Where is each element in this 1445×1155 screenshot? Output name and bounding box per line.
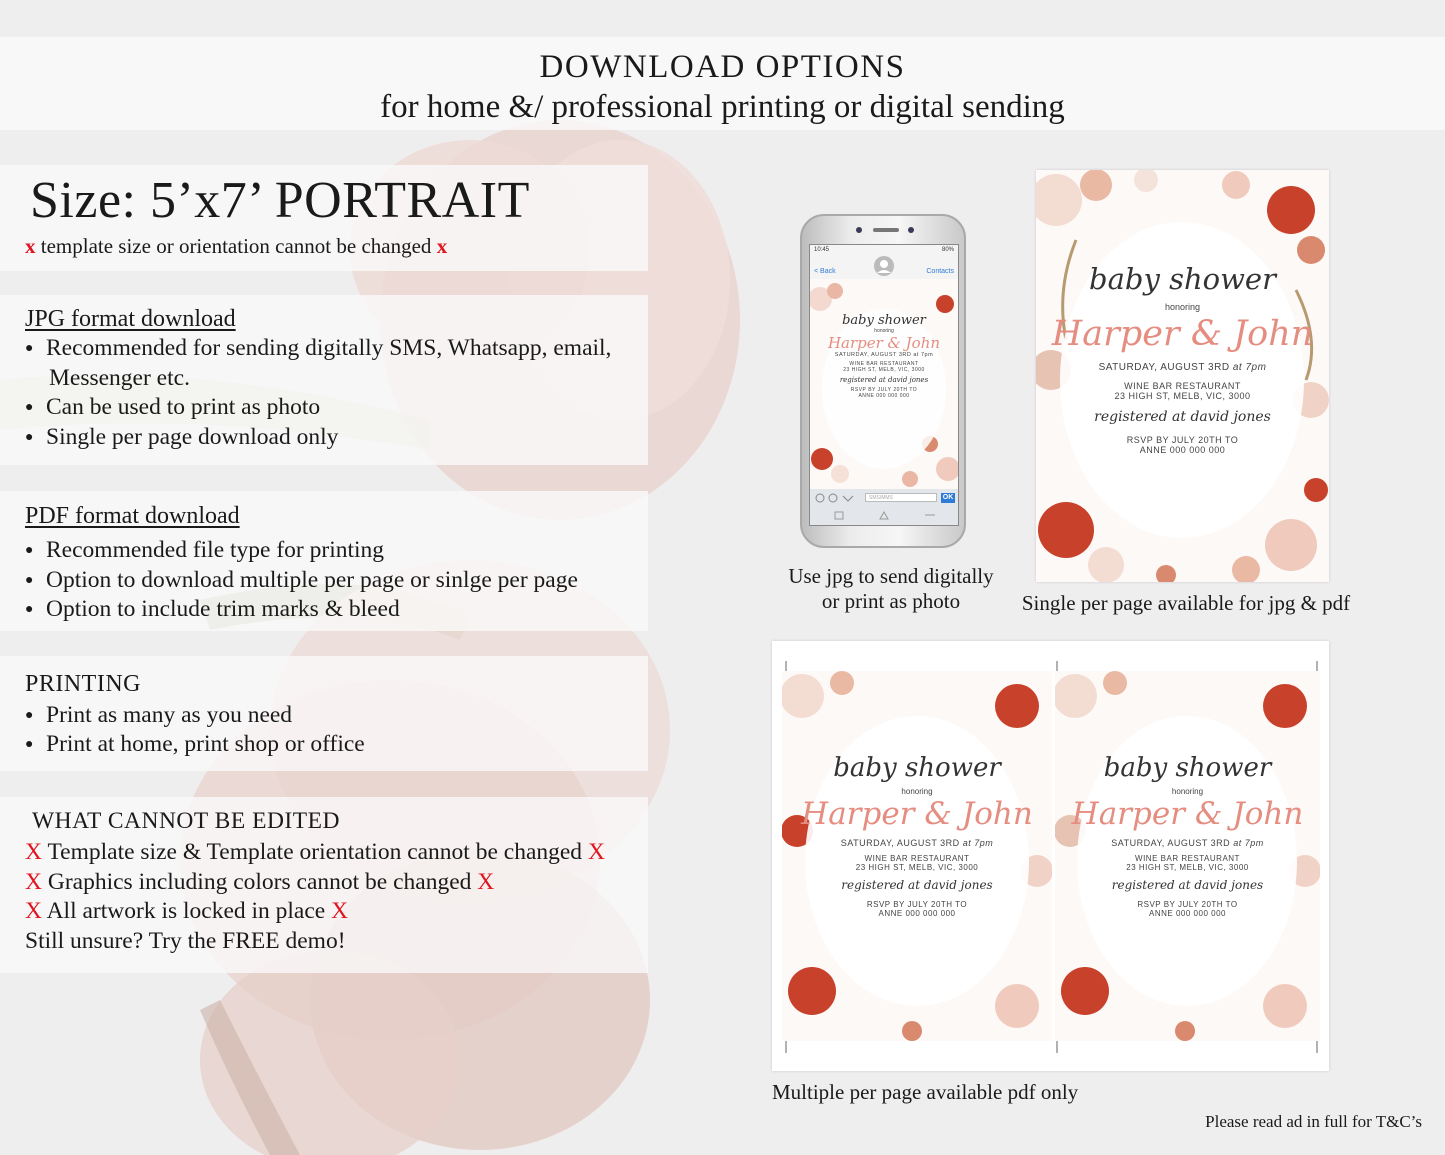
bullet-icon: ● (25, 708, 34, 723)
message-tool-icons (815, 493, 861, 503)
bullet-icon: ● (25, 430, 34, 445)
list-item: ● Recommended for sending digitally SMS, Whatsapp, email, (25, 335, 612, 361)
x-mark: X (331, 898, 349, 924)
page-subtitle: for home &/ professional printing or digital sending (380, 89, 1065, 125)
mini-invitation: baby shower honoring Harper & John SATURDAY, AUGUST 3RD at 7pm WINE BAR RESTAURANT 23 HIGH ST, MELB, VIC, 3000 registered at david jones RSVP BY JULY 20TH TO ANNE 000 000 000 (827, 313, 941, 399)
footnote: Please read ad in full for T&C’s (1205, 1112, 1422, 1131)
phone-contacts-button[interactable]: Contacts (926, 268, 954, 275)
single-invitation-card (1036, 170, 1329, 582)
list-item: ● Can be used to print as photo (25, 394, 321, 420)
phone-nav-bar (810, 257, 958, 280)
list-item: Messenger etc. (49, 365, 190, 391)
list-item: X Graphics including colors cannot be changed X (25, 869, 495, 895)
list-item: ● Recommended file type for printing (25, 537, 385, 563)
page-title: DOWNLOAD OPTIONS (539, 49, 906, 85)
list-item: X Template size & Template orientation cannot be changed X (25, 839, 605, 865)
invitation-registry: registered at david jones (1094, 409, 1271, 425)
x-mark: x (436, 234, 448, 258)
phone-caption: Use jpg to send digitally or print as photo (788, 564, 994, 613)
single-caption: Single per page available for jpg & pdf (1021, 591, 1351, 615)
invitation-text (1036, 262, 1329, 455)
invitation-address: 23 HIGH ST, MELB, VIC, 3000 (1114, 391, 1251, 401)
multi-invitation-sheet (772, 641, 1329, 1071)
header-band (0, 37, 1445, 130)
phone-speaker-icon (855, 226, 915, 234)
phone-ok-button[interactable]: OK (942, 494, 954, 501)
contact-avatar-icon (873, 255, 895, 277)
invitation-names: Harper & John (1051, 314, 1314, 354)
invitation-venue: WINE BAR RESTAURANT (1124, 381, 1241, 391)
x-mark: X (587, 839, 605, 865)
cannot-edit-panel (0, 797, 648, 973)
x-mark: x (25, 234, 36, 258)
phone-back-button[interactable]: < Back (814, 268, 836, 275)
phone-nav-icons (810, 507, 958, 523)
bullet-icon: ● (25, 400, 34, 415)
list-item: X All artwork is locked in place X (25, 898, 349, 924)
bullet-icon: ● (25, 737, 34, 752)
size-note (25, 234, 447, 259)
list-item: ● Print at home, print shop or office (25, 731, 365, 757)
x-mark: X (25, 869, 42, 895)
pdf-title: PDF format download (25, 503, 240, 529)
x-mark: X (25, 898, 42, 924)
phone-message-bar (810, 489, 958, 525)
bullet-icon: ● (25, 341, 34, 356)
printing-title: PRINTING (25, 671, 141, 697)
invitation-rsvp-contact: ANNE 000 000 000 (1139, 445, 1226, 455)
invitation-date: SATURDAY, AUGUST 3RD at 7pm (1098, 362, 1267, 373)
demo-note: Still unsure? Try the FREE demo! (25, 928, 346, 954)
pdf-panel (0, 491, 648, 631)
invitation-text-left: baby shower honoring Harper & John SATURDAY, AUGUST 3RD at 7pm WINE BAR RESTAURANT 23 HIGH ST, MELB, VIC, 3000 registered at david jones RSVP BY JULY 20TH TO ANNE 000 000 000 (801, 753, 1033, 918)
phone-screen (809, 244, 959, 526)
list-item: ● Option to include trim marks & bleed (25, 596, 400, 622)
jpg-panel (0, 295, 648, 465)
bullet-icon: ● (25, 543, 34, 558)
phone-mockup (800, 214, 966, 548)
bullet-icon: ● (25, 602, 34, 617)
invitation-text-right: baby shower honoring Harper & John SATURDAY, AUGUST 3RD at 7pm WINE BAR RESTAURANT 23 HIGH ST, MELB, VIC, 3000 registered at david jones RSVP BY JULY 20TH TO ANNE 000 000 000 (1071, 753, 1304, 918)
bullet-icon: ● (25, 573, 34, 588)
list-item: ● Print as many as you need (25, 702, 293, 728)
x-mark: X (25, 839, 42, 865)
multiple-caption: Multiple per page available pdf only (772, 1080, 1079, 1104)
cannot-edit-title: WHAT CANNOT BE EDITED (32, 808, 340, 834)
phone-status-bar: 10:45 80% (810, 245, 958, 257)
size-panel (0, 165, 648, 271)
invitation-honoring: honoring (1164, 302, 1201, 312)
jpg-title: JPG format download (25, 306, 236, 332)
printing-panel (0, 656, 648, 771)
size-note-text: template size or orientation cannot be changed (40, 234, 432, 258)
sms-input[interactable]: SMS/MMS (865, 493, 937, 502)
x-mark: X (477, 869, 495, 895)
list-item: ● Single per page download only (25, 424, 339, 450)
invitation-rsvp: RSVP BY JULY 20TH TO (1126, 435, 1239, 445)
size-title: Size: 5’x7’ PORTRAIT (30, 172, 530, 229)
list-item: ● Option to download multiple per page or sinlge per page (25, 567, 578, 593)
invitation-heading: baby shower (1089, 262, 1276, 296)
